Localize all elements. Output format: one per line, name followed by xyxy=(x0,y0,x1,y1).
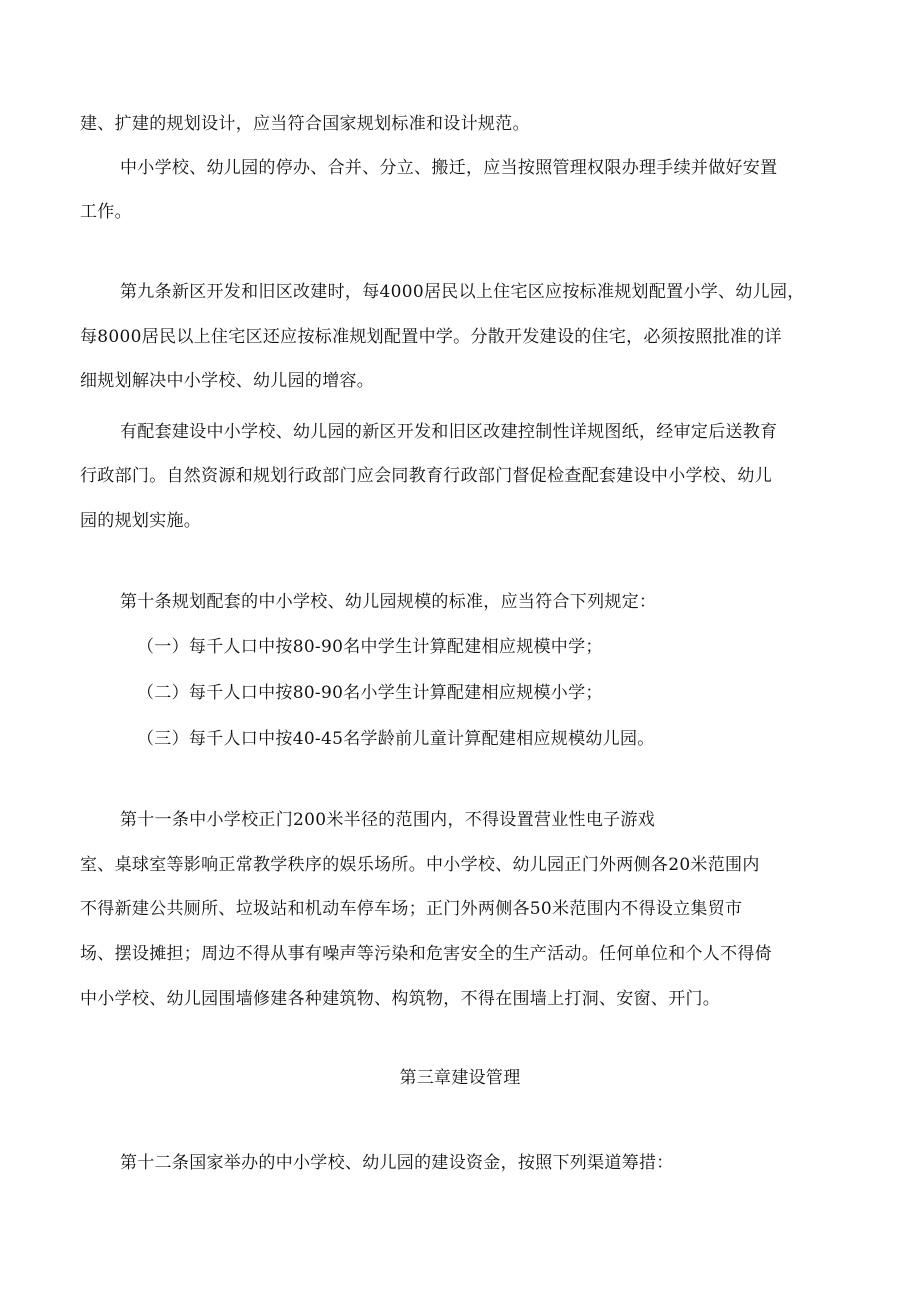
text-line: 第十一条中小学校正门200米半径的范围内，不得设置营业性电子游戏 xyxy=(120,810,656,830)
list-item: （三）每千人口中按40-45名学龄前儿童计算配建相应规模幼儿园。 xyxy=(137,729,655,749)
list-item: （一）每千人口中按80-90名中学生计算配建相应规模中学； xyxy=(137,637,603,657)
text-line: 室、桌球室等影响正常教学秩序的娱乐场所。中小学校、幼儿园正门外两侧各20米范围内 xyxy=(80,855,760,875)
list-item: （二）每千人口中按80-90名小学生计算配建相应规模小学； xyxy=(137,683,603,703)
text-line: 园的规划实施。 xyxy=(80,511,202,531)
text-line: 有配套建设中小学校、幼儿园的新区开发和旧区改建控制性详规图纸，经审定后送教育 xyxy=(120,422,778,442)
text-line: 工作。 xyxy=(80,202,132,222)
chapter-heading: 第三章建设管理 xyxy=(399,1068,521,1088)
text-line: 中小学校、幼儿园的停办、合并、分立、搬迁，应当按照管理权限办理手续并做好安置 xyxy=(120,158,778,178)
text-line: 中小学校、幼儿园围墙修建各种建筑物、构筑物，不得在围墙上打洞、安窗、开门。 xyxy=(80,989,721,1009)
text-line: 每8000居民以上住宅区还应按标准规划配置中学。分散开发建设的住宅，必须按照批准的详 xyxy=(80,327,782,347)
text-line: 场、摆设摊担；周边不得从事有噪声等污染和危害安全的生产活动。任何单位和个人不得倚 xyxy=(80,944,772,964)
text-line: 细规划解决中小学校、幼儿园的增容。 xyxy=(80,371,375,391)
text-line: 行政部门。自然资源和规划行政部门应会同教育行政部门督促检查配套建设中小学校、幼儿 xyxy=(80,466,772,486)
text-line: 第十条规划配套的中小学校、幼儿园规模的标准，应当符合下列规定： xyxy=(120,592,657,612)
text-line: 不得新建公共厕所、垃圾站和机动车停车场；正门外两侧各50米范围内不得设立集贸市 xyxy=(80,899,743,919)
text-line: 第九条新区开发和旧区改建时，每4000居民以上住宅区应按标准规划配置小学、幼儿园， xyxy=(120,282,805,302)
text-line: 建、扩建的规划设计，应当符合国家规划标准和设计规范。 xyxy=(80,114,530,134)
text-line: 第十二条国家举办的中小学校、幼儿园的建设资金，按照下列渠道筹措： xyxy=(120,1153,674,1173)
